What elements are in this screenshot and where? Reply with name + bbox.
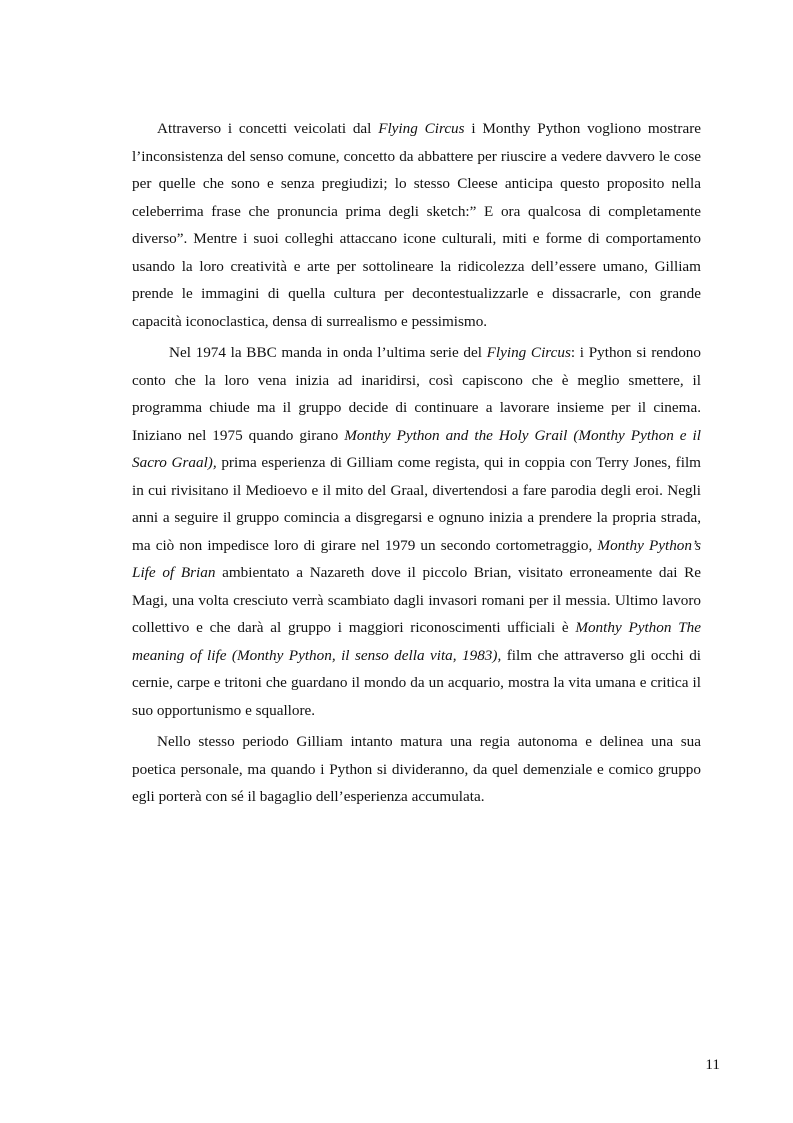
italic-title-flying-circus: Flying Circus <box>486 344 571 361</box>
text-segment: prima esperienza di Gilliam come regista, qui in coppia con Terry Jones, film in cui rivisitano il Medioevo e il mito del Graal, divertendosi a fare parodia degli eroi. Negli anni a seguire il gruppo comincia a disgregarsi e ognuno inizia a prendere la propria strada, ma ciò non impedisce loro di girare nel 1979 un secondo cortometraggio, <box>132 454 701 554</box>
text-segment: : i Python si rendono conto che la loro vena inizia ad inaridirsi, così capiscono che è meglio smettere, il programma chiude ma il gruppo decide di continuare a lavorare insieme per il cinema. Iniziano nel 1975 quando girano <box>132 344 701 444</box>
italic-title-life-of-brian: Monthy Python’s Life of Brian <box>132 536 701 581</box>
paragraph-2 <box>132 339 701 724</box>
paragraph-1 <box>132 115 701 335</box>
text-segment: Nel 1974 la BBC manda in onda l’ultima serie del <box>169 344 487 361</box>
text-segment: Attraverso i concetti veicolati dal <box>157 120 379 137</box>
italic-title-holy-grail: Monthy Python and the Holy Grail (Monthy Python e il Sacro Graal), <box>132 426 701 471</box>
italic-title-flying-circus: Flying Circus <box>378 120 465 137</box>
text-segment: i Monthy Python vogliono mostrare l’inconsistenza del senso comune, concetto da abbattere per riuscire a vedere davvero le cose per quelle che sono e senza pregiudizi; lo stesso Cleese anticipa questo proposito nella celeberrima frase che pronuncia prima degli sketch:” E ora qualcosa di completamente diverso”. Mentre i suoi colleghi attaccano icone culturali, miti e forme di comportamento usando la loro creatività e arte per sottolineare la ridicolezza dell’essere umano, Gilliam prende le immagini di quella cultura per decontestualizzarle e dissacrarle, con grande capacità iconoclastica, densa di surrealismo e pessimismo. <box>132 120 701 330</box>
paragraph-3 <box>132 728 701 811</box>
text-segment: film che attraverso gli occhi di cernie, carpe e tritoni che guardano il mondo da un acquario, mostra la vita umana e critica il suo opportunismo e squallore. <box>132 646 702 719</box>
text-segment: Nello stesso periodo Gilliam intanto matura una regia autonoma e delinea una sua poetica personale, ma quando i Python si divideranno, da quel demenziale e comico gruppo egli porterà con sé il bagaglio dell’esperienza accumulata. <box>132 733 701 805</box>
text-segment: ambientato a Nazareth dove il piccolo Brian, visitato erroneamente dai Re Magi, una volta cresciuto verrà scambiato dagli invasori romani per il messia. Ultimo lavoro collettivo e che darà al gruppo i maggiori riconoscimenti ufficiali è <box>132 564 701 636</box>
page-number: 11 <box>705 1056 720 1073</box>
italic-title-meaning-of-life: Monthy Python The meaning of life (Monthy Python, il senso della vita, 1983), <box>132 619 701 664</box>
document-body <box>132 115 701 811</box>
